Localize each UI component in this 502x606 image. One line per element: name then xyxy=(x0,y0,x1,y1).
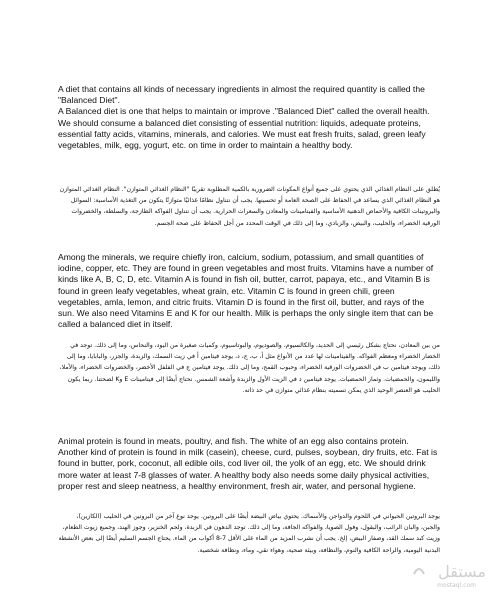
mostaql-watermark xyxy=(410,560,488,594)
section-1-english xyxy=(58,84,440,151)
mostaql-logo-icon xyxy=(410,560,488,582)
section-3-paragraph-1: Animal protein is found in meats, poultry, and fish. The white of an egg also contains protein. Another kind of protein is found in milk (casein), cheese, curd, pulses, soybean, dry fruits, etc. Fat is found in butter, pork, coconut, all edible oils, cod liver oil, the yolk of an egg, etc. We should drink more water at least 7-8 glasses of water. A healthy body also needs some daily physical activities, proper rest and sleep neatness, a healthy environment, fresh air, water, and personal hygiene. xyxy=(58,436,438,491)
section-3-arabic xyxy=(58,511,440,556)
section-2-paragraph-1: Among the minerals, we require chiefly iron, calcium, sodium, potassium, and small quantities of iodine, copper, etc. They are found in green vegetables and most fruits. Vitamins have a number of kinds like A, B, C, D, etc. Vitamin A is found in fish oil, butter, carrot, papaya, etc., and Vitamin B is found in green leafy vegetables, wheat grain, etc. Vitamin C is found in green chili, green vegetables, amla, lemon, and citric fruits. Vitamin D is found in the first oil, butter, and rays of the sun. We also need Vitamins E and K for our health. Milk is perhaps the only single item that can be called a balanced diet in itself. xyxy=(58,252,434,330)
section-3-arabic-text: يوجد البروتين الحيواني في اللحوم والدواجن والأسماك. يحتوي بياض البيضة أيضًا على البروتين. يوجد نوع آخر من البروتين في الحليب (الكازين)، والجبن، والبان الرائب، والبقول، وفول الصويا، والفواكه الجافة، وما إلى ذلك. توجد الدهون في الزبدة، ولحم الخنزير، وجوز الهند، وجميع زيوت الطعام، وزيت كبد سمك القد، وصفار البيض، إلخ. يجب أن نشرب المزيد من الماء على الأقل 7-8 أكواب من الماء. يحتاج الجسم السليم أيضًا إلى بعض الأنشطة البدنية اليومية، والراحة الكافية والنوم، والنظافة، وبيئة صحية، وهواء نقي، وماء، ونظافة شخصية. xyxy=(58,513,440,554)
watermark-site: mostaql.com xyxy=(437,582,476,589)
section-2-arabic xyxy=(58,340,440,396)
section-3-english xyxy=(58,436,440,492)
section-1-paragraph-1: A diet that contains all kinds of necessary ingredients in almost the required quantity is called the "Balanced Diet". xyxy=(58,84,425,106)
section-2-arabic-text: من بين المعادن، نحتاج بشكل رئيسي إلى الحديد، والكالسيوم، والصوديوم، والبوتاسيوم، وكميات صغيرة من اليود، والنحاس، وما إلى ذلك. توجد في الخضار الخضراء ومعظم الفواكه. والفيتامينات لها عدد من الأنواع مثل أ، ب، ج، د، يوجد فيتامين أ في زيت السمك، والزبدة، والجزر، والبابايا، وما إلى ذلك، ويوجد فيتامين ب في الخضروات الورقية الخضراء، وحبوب القمح، وما إلى ذلك. يوجد فيتامين ج في الفلفل الأخضر، والخضروات الخضراء، والأملا، والليمون، والحمضيات. وثمار الحمضيات. يوجد فيتامين د في الزيت الأول والزبدة وأشعة الشمس. نحتاج أيضًا إلى فيتامينات E وK لصحتنا. ربما يكون الحليب هو العنصر الوحيد الذي يمكن تسميته بنظام غذائي متوازن في حد ذاته. xyxy=(59,342,440,394)
section-1-arabic-text: يُطلق على النظام الغذائي الذي يحتوي على جميع أنواع المكونات الضرورية بالكمية المطلوبة تقريبًا "النظام الغذائي المتوازن". النظام الغذائي المتوازن هو النظام الغذائي الذي يساعد في الحفاظ على الصحة العامة أو تحسينها. يجب أن نتناول نظامًا غذائيًا متوازنًا يتكون من التغذية الأساسية: السوائل والبروتينات الكافية والأحماض الدهنية الأساسية والفيتامينات والمعادن والسعرات الحرارية. يجب أن نتناول الفواكه الطازجة، والسلطة، والخضروات الورقية الخضراء، والحليب، والبيض، والزبادي، وما إلى ذلك في الوقت المحدد من أجل الحفاظ على صحة الجسم. xyxy=(59,186,440,227)
section-2-english xyxy=(58,252,440,330)
section-1-arabic xyxy=(58,184,440,229)
section-1-paragraph-2: A Balanced diet is one that helps to maintain or improve ."Balanced Diet" called the overall health. We should consume a balanced diet consisting of essential nutrition: liquids, adequate proteins, essential fatty acids, vitamins, minerals, and calories. We must eat fresh fruits, salad, green leafy vegetables, milk, egg, yogurt, etc. on time in order to maintain a healthy body. xyxy=(58,106,430,151)
watermark-logo-text: مستقل xyxy=(438,562,486,581)
